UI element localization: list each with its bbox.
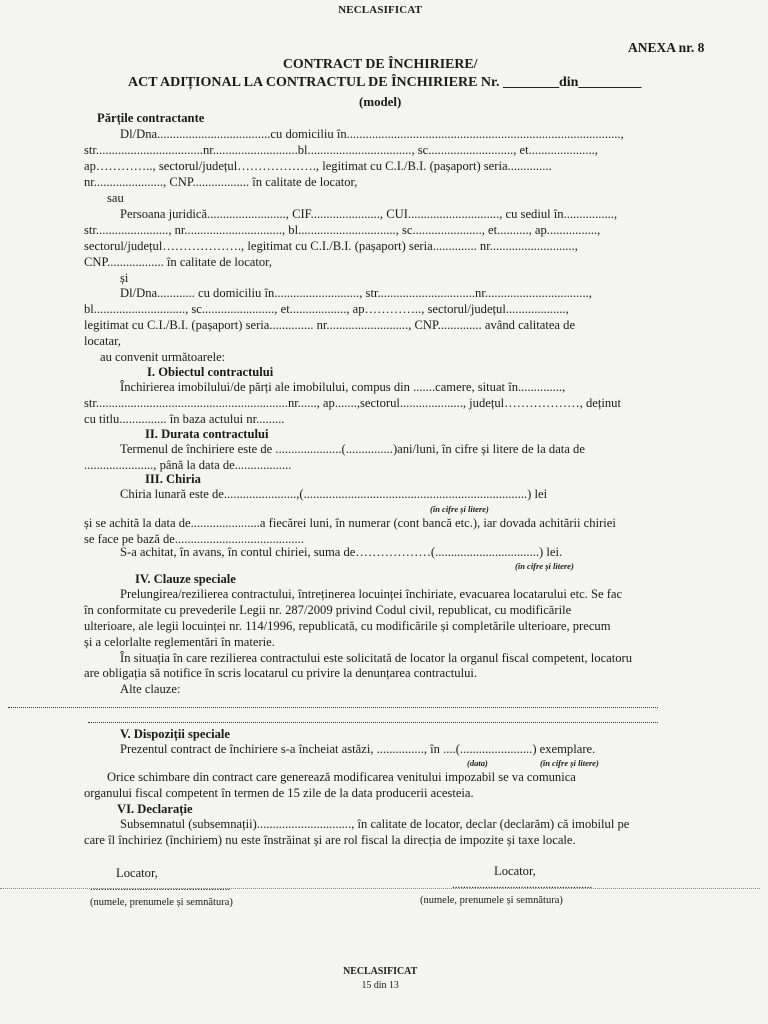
section-5-heading: V. Dispoziții speciale [120, 727, 230, 741]
party2-line-1: Persoana juridică........................., CIF......................, CUI............................., cu sediul în................, [120, 207, 618, 221]
signature-left-title: Locator, [116, 866, 158, 880]
section-1-line-3: cu titlu............... în baza actului nr......... [84, 412, 285, 426]
section-6-heading: VI. Declarație [117, 802, 193, 816]
party2-line-3: sectorul/județul………………., legitimat cu C.I./B.I. (pașaport) seria.............. nr..........................., [84, 239, 578, 253]
parties-heading: Părțile contractante [97, 111, 205, 125]
annex-label: ANEXA nr. 8 [628, 40, 705, 55]
section-1-heading: I. Obiectul contractului [147, 365, 274, 379]
section-4-line-3: ulterioare, ale legii locuinței nr. 114/1996, republicată, cu modificările și completările ulterioare, precum [84, 619, 611, 633]
signature-separator [0, 888, 760, 889]
signature-right-caption: (numele, prenumele și semnătura) [420, 895, 563, 906]
signature-right-dots: ................................................... [452, 879, 593, 891]
other-clauses-line-2 [88, 722, 658, 723]
section-5-note-date: (data) [467, 758, 488, 768]
section-4-line-2: în conformitate cu prevederile Legii nr. 287/2009 privind Codul civil, republicat, cu modificările [84, 603, 572, 617]
signature-right-title: Locator, [494, 864, 536, 878]
party2-line-4: CNP.................. în calitate de locator, [84, 255, 273, 269]
or-label: sau [107, 191, 124, 205]
signature-left-dots: ................................................... [90, 881, 231, 893]
section-3-note-1: (în cifre și litere) [430, 504, 489, 514]
section-6-line-1: Subsemnatul (subsemnații).............................., în calitate de locator, declar (declarăm) că imobilul pe [120, 817, 630, 831]
classification-footer: NECLASIFICAT [343, 966, 418, 977]
party1-line-2: str..................................nr...........................bl................................., sc..........................., et....................., [84, 143, 598, 157]
signature-left-caption: (numele, prenumele și semnătura) [90, 897, 233, 908]
party3-line-2: bl............................., sc......................., et.................., ap………….., sectorul/județul..................., [84, 302, 569, 316]
party1-line-1: Dl/Dna....................................cu domiciliu în......................................................................................., [120, 127, 624, 141]
section-3-line-1: Chiria lunară este de.......................,(.......................................................................) lei [120, 487, 548, 501]
section-3-line-3: se face pe bază de......................................... [84, 532, 304, 546]
section-1-line-2: str.............................................................nr......, ap.......,sectorul...................., județul………………, deținut [84, 396, 621, 410]
other-clauses-line-1 [8, 707, 658, 708]
section-5-line-3: organului fiscal competent în termen de 15 zile de la data producerii acesteia. [84, 786, 474, 800]
section-5-line-1: Prezentul contract de închiriere s-a încheiat astăzi, ..............., în ....(.......................) exemplare. [120, 742, 596, 756]
section-2-line-1: Termenul de închiriere este de .....................(...............)ani/luni, în cifre și litere de la data de [120, 442, 585, 456]
section-3-note-2: (în cifre și litere) [515, 561, 574, 571]
section-4-line-6: are obligația să notifice în scris locatarul cu privire la denunțarea contractului. [84, 666, 478, 680]
title-line-1: CONTRACT DE ÎNCHIRIERE/ [282, 57, 478, 72]
section-4-line-4: și a celorlalte reglementări în materie. [84, 635, 275, 649]
and-label: și [120, 271, 129, 285]
section-5-note-words: (în cifre și litere) [540, 758, 599, 768]
party3-line-4: locatar, [84, 334, 121, 348]
classification-header: NECLASIFICAT [338, 4, 423, 16]
party3-line-1: Dl/Dna............ cu domiciliu în..........................., str...............................nr................................., [120, 286, 592, 300]
section-3-line-4: S-a achitat, în avans, în contul chiriei, suma de………………(.................................) lei. [120, 545, 563, 559]
section-4-line-1: Prelungirea/rezilierea contractului, întreținerea locuinței închiriate, evacuarea locatarului etc. Se fac [120, 587, 623, 601]
title-line-3: (model) [359, 94, 402, 109]
section-5-line-2: Orice schimbare din contract care generează modificarea venitului impozabil se va comunica [107, 770, 576, 784]
party1-line-4: nr......................, CNP.................. în calitate de locator, [84, 175, 358, 189]
section-2-heading: II. Durata contractului [145, 427, 269, 441]
section-6-line-2: care îl închiriez (închiriem) nu este înstrăinat și are rol fiscal la direcția de impozite și taxe locale. [84, 833, 576, 847]
section-4-line-7: Alte clauze: [120, 682, 181, 696]
title-line-2: ACT ADIȚIONAL LA CONTRACTUL DE ÎNCHIRIERE Nr. ________din_________ [128, 75, 642, 90]
section-3-line-2: și se achită la data de......................a fiecărei luni, în numerar (cont bancă etc.), iar dovada achitării chiriei [84, 516, 616, 530]
party3-line-3: legitimat cu C.I./B.I. (pașaport) seria.............. nr.........................., CNP.............. având calitatea de [84, 318, 576, 332]
section-4-heading: IV. Clauze speciale [135, 572, 236, 586]
section-2-line-2: ......................, până la data de.................. [84, 458, 292, 472]
party1-line-3: ap………….., sectorul/județul………………., legitimat cu C.I./B.I. (pașaport) seria.............. [84, 159, 552, 173]
party2-line-2: str......................., nr..............................., bl..............................., sc......................, et.........., ap................, [84, 223, 601, 237]
page-number: 15 din 13 [361, 980, 399, 991]
section-1-line-1: Închirierea imobilului/de părți ale imobilului, compus din .......camere, situat în.............., [120, 380, 566, 394]
agreement-line: au convenit următoarele: [100, 350, 226, 364]
section-3-heading: III. Chiria [145, 472, 201, 486]
section-4-line-5: În situația în care rezilierea contractului este solicitată de locator la organul fiscal competent, locatoru [120, 651, 633, 665]
